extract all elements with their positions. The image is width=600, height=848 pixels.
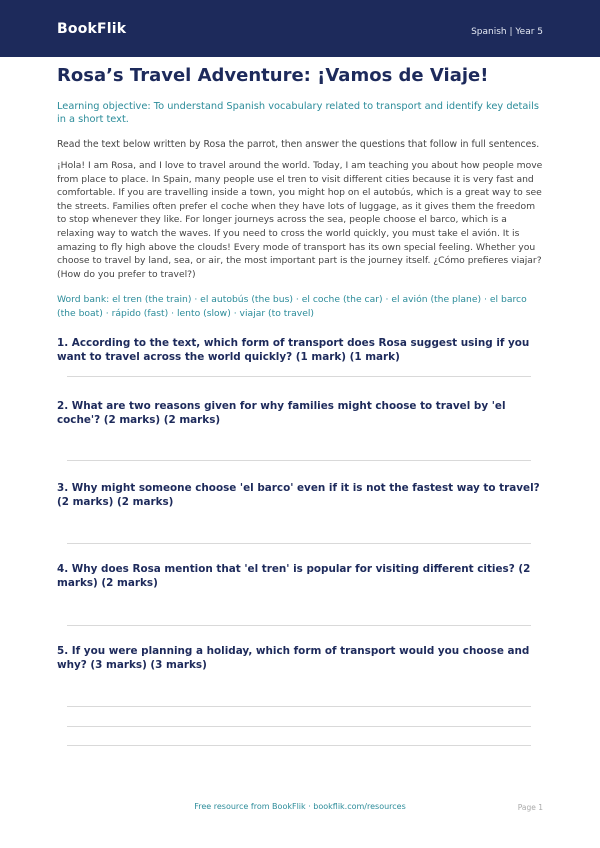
word-bank: Word bank: el tren (the train) · el autobús (the bus) · el coche (the car) · el avión (the plane) · el barco (the boat) · rápido (fast) · lento (slow) · viajar (to travel) xyxy=(57,294,527,319)
answer-line[interactable] xyxy=(67,376,531,377)
page-number: Page 1 xyxy=(517,803,543,812)
answer-line[interactable] xyxy=(67,543,531,544)
page-header xyxy=(0,0,600,57)
reading-passage: ¡Hola! I am Rosa, and I love to travel around the world. Today, I am teaching you about how people move from place to place. In Spain, many people use el tren to visit different cities because it is very fast and comfortable. If you are travelling inside a town, you might hop on el autobús, which is a great way to see the streets. Families often prefer el coche when they have lots of luggage, as it gives them the freedom to stop whenever they like. For longer journeys across the sea, people choose el barco, which is a relaxing way to watch the waves. If you need to cross the world quickly, you must take el avión. It is amazing to fly high above the clouds! Every mode of transport has its own special feeling. Whether you choose to travel by land, sea, or air, the most important part is the journey itself. ¿Cómo prefieres viajar? (How do you prefer to travel?) xyxy=(57,160,543,280)
page-title: Rosa’s Travel Adventure: ¡Vamos de Viaje! xyxy=(57,65,489,86)
answer-line[interactable] xyxy=(67,745,531,746)
brand-logo: BookFlik xyxy=(57,21,127,37)
answer-line[interactable] xyxy=(67,726,531,727)
answer-line[interactable] xyxy=(67,706,531,707)
question-5: 5. If you were planning a holiday, which form of transport would you choose and why? (3 marks) (3 marks) xyxy=(57,645,530,671)
instructions: Read the text below written by Rosa the parrot, then answer the questions that follow in full sentences. xyxy=(57,139,540,150)
question-4: 4. Why does Rosa mention that 'el tren' is popular for visiting different cities? (2 marks) (2 marks) xyxy=(57,563,531,589)
question-1: 1. According to the text, which form of transport does Rosa suggest using if you want to travel across the world quickly? (1 mark) (1 mark) xyxy=(57,337,530,363)
footer-resource-link[interactable]: Free resource from BookFlik · bookflik.com/resources xyxy=(194,802,406,811)
learning-objective: Learning objective: To understand Spanish vocabulary related to transport and identify key details in a short text. xyxy=(57,101,539,125)
answer-line[interactable] xyxy=(67,460,531,461)
question-3: 3. Why might someone choose 'el barco' even if it is not the fastest way to travel? (2 marks) (2 marks) xyxy=(57,482,540,508)
subject-year-label: Spanish | Year 5 xyxy=(471,27,543,37)
question-2: 2. What are two reasons given for why families might choose to travel by 'el coche'? (2 marks) (2 marks) xyxy=(57,400,506,426)
answer-line[interactable] xyxy=(67,625,531,626)
